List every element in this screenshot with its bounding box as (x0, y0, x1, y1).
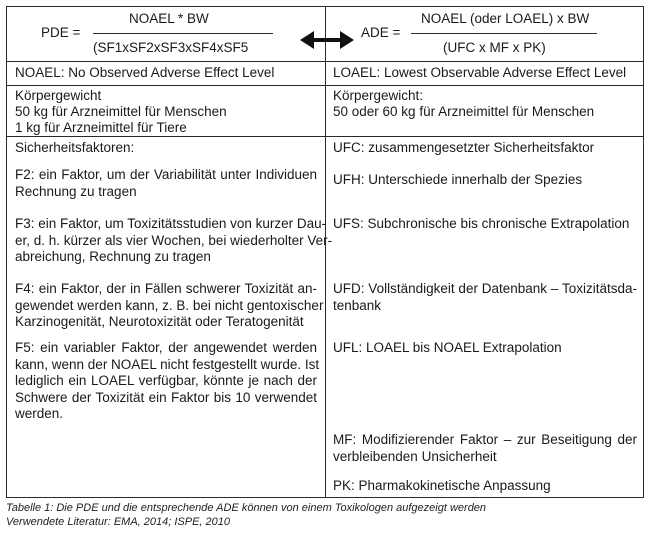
ade-formula-lhs: ADE = (361, 25, 401, 40)
factor-f2-line: Rechnung zu tragen (15, 183, 137, 199)
factor-ufl: UFL: LOAEL bis NOAEL Extrapolation (333, 340, 562, 355)
factor-f5 (15, 340, 320, 423)
factor-pk: PK: Pharmakokinetische Anpassung (333, 478, 551, 493)
factor-f5-line: Schwere der Toxizität ein Faktor bis 10 verwendet (15, 389, 317, 405)
bodyweight-left-human: 50 kg für Arzneimittel für Menschen (15, 104, 227, 119)
factor-mf-line: verbleibenden Unsicherheit (333, 448, 497, 464)
pde-formula-denominator: (SF1xSF2xSF3xSF4xSF5 (93, 40, 249, 55)
caption-line: Tabelle 1: Die PDE und die entsprechende ADE können von einem Toxikologen aufgezeigt werden (6, 502, 487, 514)
factor-mf-line: MF: Modifizierender Faktor – zur Beseitigung der (333, 432, 637, 447)
bodyweight-right-human: 50 oder 60 kg für Arzneimittel für Menschen (333, 104, 595, 119)
pde-formula-lhs: PDE = (41, 25, 81, 40)
caption-line: Verwendete Literatur: EMA, 2014; ISPE, 2010 (6, 515, 231, 528)
factor-f2 (15, 167, 317, 200)
pde-formula-numerator: NOAEL * BW (129, 11, 209, 26)
bodyweight-left-animal: 1 kg für Arzneimittel für Tiere (15, 120, 187, 135)
factor-ufh: UFH: Unterschiede innerhalb der Spezies (333, 172, 583, 187)
pde-fraction-line (93, 33, 273, 34)
loael-definition: LOAEL: Lowest Observable Adverse Effect Level (333, 65, 627, 80)
noael-definition: NOAEL: No Observed Adverse Effect Level (15, 65, 275, 80)
factor-ufs: UFS: Subchronische bis chronische Extrapolation (333, 216, 630, 231)
factor-ufd-line: tenbank (333, 297, 382, 313)
factor-f3-line: F3: ein Faktor, um Toxizitätsstudien von kurzer Dau- (15, 216, 327, 231)
bodyweight-left-title: Körpergewicht (15, 88, 102, 103)
factor-f4-line: Karzinogenität, Neurotoxizität oder Teratogenität (15, 314, 304, 329)
factor-ufd-line: UFD: Vollständigkeit der Datenbank – Toxizitätsda- (333, 281, 637, 296)
factor-f4-line: F4: ein Faktor, der in Fällen schwerer Toxizität an- (15, 281, 317, 296)
safety-factors-heading: Sicherheitsfaktoren: (15, 140, 135, 155)
factor-f5-line: kann, wenn der NOAEL nicht festgestellt wurde. Ist (15, 356, 320, 372)
pde-ade-table (6, 6, 644, 498)
factor-f5-line: lediglich ein LOAEL verfügbar, könnte je nach der (15, 373, 317, 388)
row-divider (7, 61, 643, 62)
bodyweight-right-title: Körpergewicht: (333, 88, 424, 103)
factor-f4 (15, 281, 324, 331)
ade-formula-numerator: NOAEL (oder LOAEL) x BW (421, 11, 590, 26)
factor-ufc: UFC: zusammengesetzter Sicherheitsfaktor (333, 140, 595, 155)
factor-f3-line: er, d. h. kürzer als vier Wochen, bei wiederholter Ver- (15, 232, 333, 248)
factor-f3-line: abreichung, Rechnung zu tragen (15, 249, 211, 264)
column-divider (325, 7, 326, 497)
factor-f5-line: F5: ein variabler Faktor, der angewendet werden (15, 340, 317, 355)
factor-f3 (15, 216, 333, 266)
factor-ufd (333, 281, 637, 314)
factor-f5-line: werden. (15, 406, 64, 421)
ade-fraction-line (411, 33, 597, 34)
table-caption (6, 502, 486, 529)
factor-f2-line: F2: ein Faktor, um der Variabilität unter Individuen (15, 167, 317, 182)
factor-mf (333, 432, 637, 465)
row-divider (7, 85, 643, 86)
ade-formula-denominator: (UFC x MF x PK) (443, 40, 546, 55)
double-arrow-icon (300, 31, 354, 49)
factor-f4-line: gewendet werden kann, z. B. bei nicht gentoxischer (15, 297, 324, 313)
